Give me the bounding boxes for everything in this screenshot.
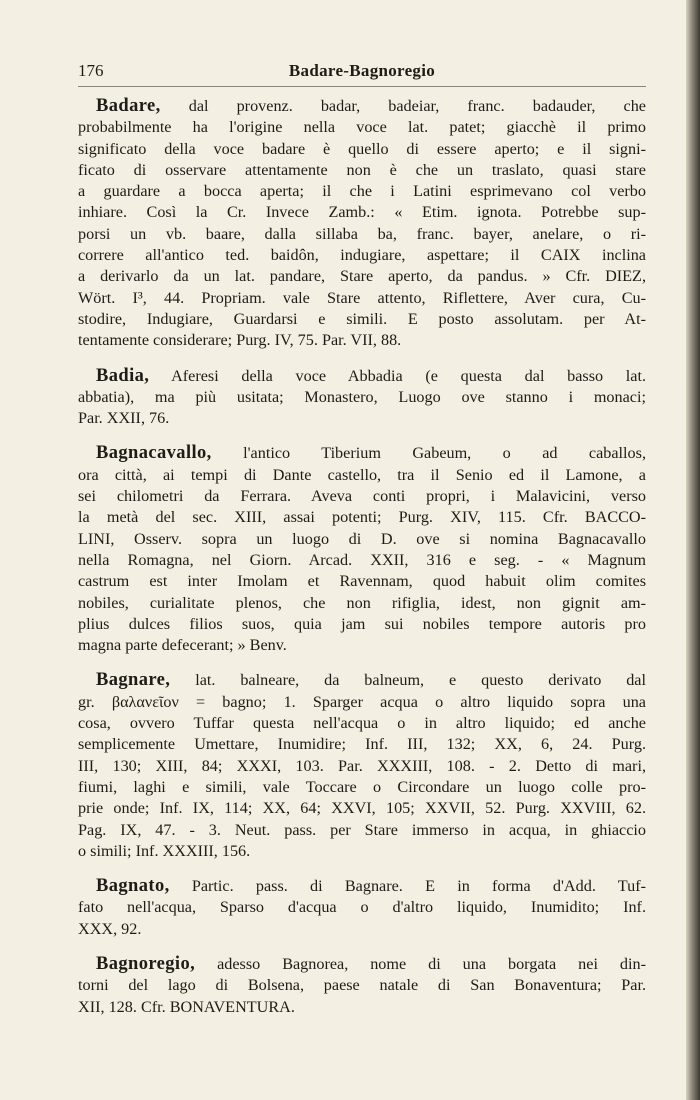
entry-line: cosa, ovvero Tuffar questa nell'acqua o in altro liquido; ed anche: [78, 714, 646, 733]
entry-line: significato della voce badare è quello di essere aperto; e il signi-: [78, 139, 646, 158]
entry-line: a derivarlo da un lat. pandare, Stare aperto, da pandus. » Cfr. DIEZ,: [78, 267, 646, 286]
headword: Bagnoregio,: [96, 953, 196, 974]
entry-line: Par. XXII, 76.: [78, 409, 170, 428]
entry-line: o simili; Inf. XXXIII, 156.: [78, 841, 251, 860]
entry-line: fato nell'acqua, Sparso d'acqua o d'altro liquido, Inumidito; Inf.: [78, 898, 646, 917]
entry-line: correre all'antico ted. baidôn, indugiare, aspettare; il CAIX inclina: [78, 246, 646, 265]
entry-line: ficato di osservare attentamente non è che un traslato, quasi stare: [78, 160, 646, 179]
entry-line: Pag. IX, 47. - 3. Neut. pass. per Stare immerso in acqua, in ghiaccio: [78, 820, 646, 839]
entry-line: castrum est inter Imolam et Ravennam, quod habuit olim comites: [78, 572, 646, 591]
entry-line: torni del lago di Bolsena, paese natale di San Bonaventura; Par.: [78, 976, 646, 995]
entry-line: plius dulces filios suos, quia jam sui nobiles tempore autoris pro: [78, 614, 646, 633]
entry-line: Bagnoregio, adesso Bagnorea, nome di una borgata nei din-: [96, 953, 646, 974]
entry-line: porsi un vb. baare, dalla sillaba ba, franc. bayer, anelare, o ri-: [78, 224, 646, 243]
entry-line: abbatia), ma più usitata; Monastero, Luogo ove stanno i monaci;: [78, 387, 646, 406]
book-spine-shadow: [686, 0, 700, 1100]
entry-line: sei chilometri da Ferrara. Aveva conti propri, i Malavicini, verso: [78, 487, 646, 506]
headword: Badare,: [96, 96, 161, 116]
page-number: 176: [78, 61, 104, 80]
entry-line: a guardare a bocca aperta; il che i Latini esprimevano col verbo: [78, 182, 646, 201]
running-title: Badare-Bagnoregio: [288, 61, 436, 80]
entry-line: tentamente considerare; Purg. IV, 75. Par. VII, 88.: [78, 331, 402, 350]
entry-line: fiumi, laghi e simili, vale Toccare o Circondare un luogo colle pro-: [78, 777, 646, 796]
entry-badare: [78, 96, 646, 352]
entry-line: Badia, Aferesi della voce Abbadia (e questa dal basso lat.: [96, 365, 646, 386]
entry-bagnacavallo: [78, 443, 646, 656]
entry-bagnato: [78, 876, 646, 940]
entry-line: stodire, Indugiare, Guardarsi e simili. E posto assolutam. per At-: [78, 309, 646, 328]
entry-line: prie onde; Inf. IX, 114; XX, 64; XXVI, 105; XXVII, 52. Purg. XXVIII, 62.: [78, 799, 646, 818]
entry-line: XII, 128. Cfr. BONAVENTURA.: [78, 997, 295, 1016]
entry-line: Bagnacavallo, l'antico Tiberium Gabeum, o ad caballos,: [96, 443, 646, 464]
entry-line: probabilmente ha l'origine nella voce lat. patet; giacchè il primo: [78, 118, 646, 137]
entry-line: ora città, ai tempi di Dante castello, tra il Senio ed il Lamone, a: [78, 465, 646, 484]
entry-line: nobiles, curialitate plenos, che non rifiglia, idest, non gignit am-: [78, 593, 646, 612]
entry-line: Bagnare, lat. balneare, da balneum, e questo derivato dal: [96, 670, 646, 691]
entry-bagnoregio: [78, 954, 646, 1018]
entry-line: gr. βαλανεῖον = bagno; 1. Sparger acqua o altro liquido sopra una: [78, 692, 646, 711]
headword: Bagnato,: [96, 876, 170, 897]
running-header: [78, 60, 646, 87]
entry-line: Bagnato, Partic. pass. di Bagnare. E in forma d'Add. Tuf-: [96, 876, 646, 897]
entry-line: LINI, Osserv. sopra un luogo di D. ove si nomina Bagnacavallo: [78, 529, 646, 548]
headword: Bagnacavallo,: [96, 443, 212, 464]
entry-line: Badare, dal provenz. badar, badeiar, franc. badauder, che: [96, 96, 646, 116]
entry-line: XXX, 92.: [78, 919, 142, 938]
entry-bagnare: [78, 670, 646, 862]
headword: Bagnare,: [96, 670, 171, 691]
headword: Badia,: [96, 365, 150, 386]
entry-badia: [78, 366, 646, 430]
entry-line: inhiare. Così la Cr. Invece Zamb.: « Etim. ignota. Potrebbe sup-: [78, 203, 646, 222]
entry-line: magna parte defecerant; » Benv.: [78, 636, 287, 655]
entry-line: Wört. I³, 44. Propriam. vale Stare attento, Riflettere, Aver cura, Cu-: [78, 288, 646, 307]
entry-line: la metà del sec. XIII, assai potenti; Purg. XIV, 115. Cfr. BACCO-: [78, 508, 646, 527]
entry-line: nella Romagna, nel Giorn. Arcad. XXII, 316 e seg. - « Magnum: [78, 550, 646, 569]
dictionary-entries: [78, 96, 646, 1032]
entry-line: III, 130; XIII, 84; XXXI, 103. Par. XXXIII, 108. - 2. Detto di mari,: [78, 756, 646, 775]
entry-line: semplicemente Umettare, Inumidire; Inf. III, 132; XX, 6, 24. Purg.: [78, 735, 646, 754]
